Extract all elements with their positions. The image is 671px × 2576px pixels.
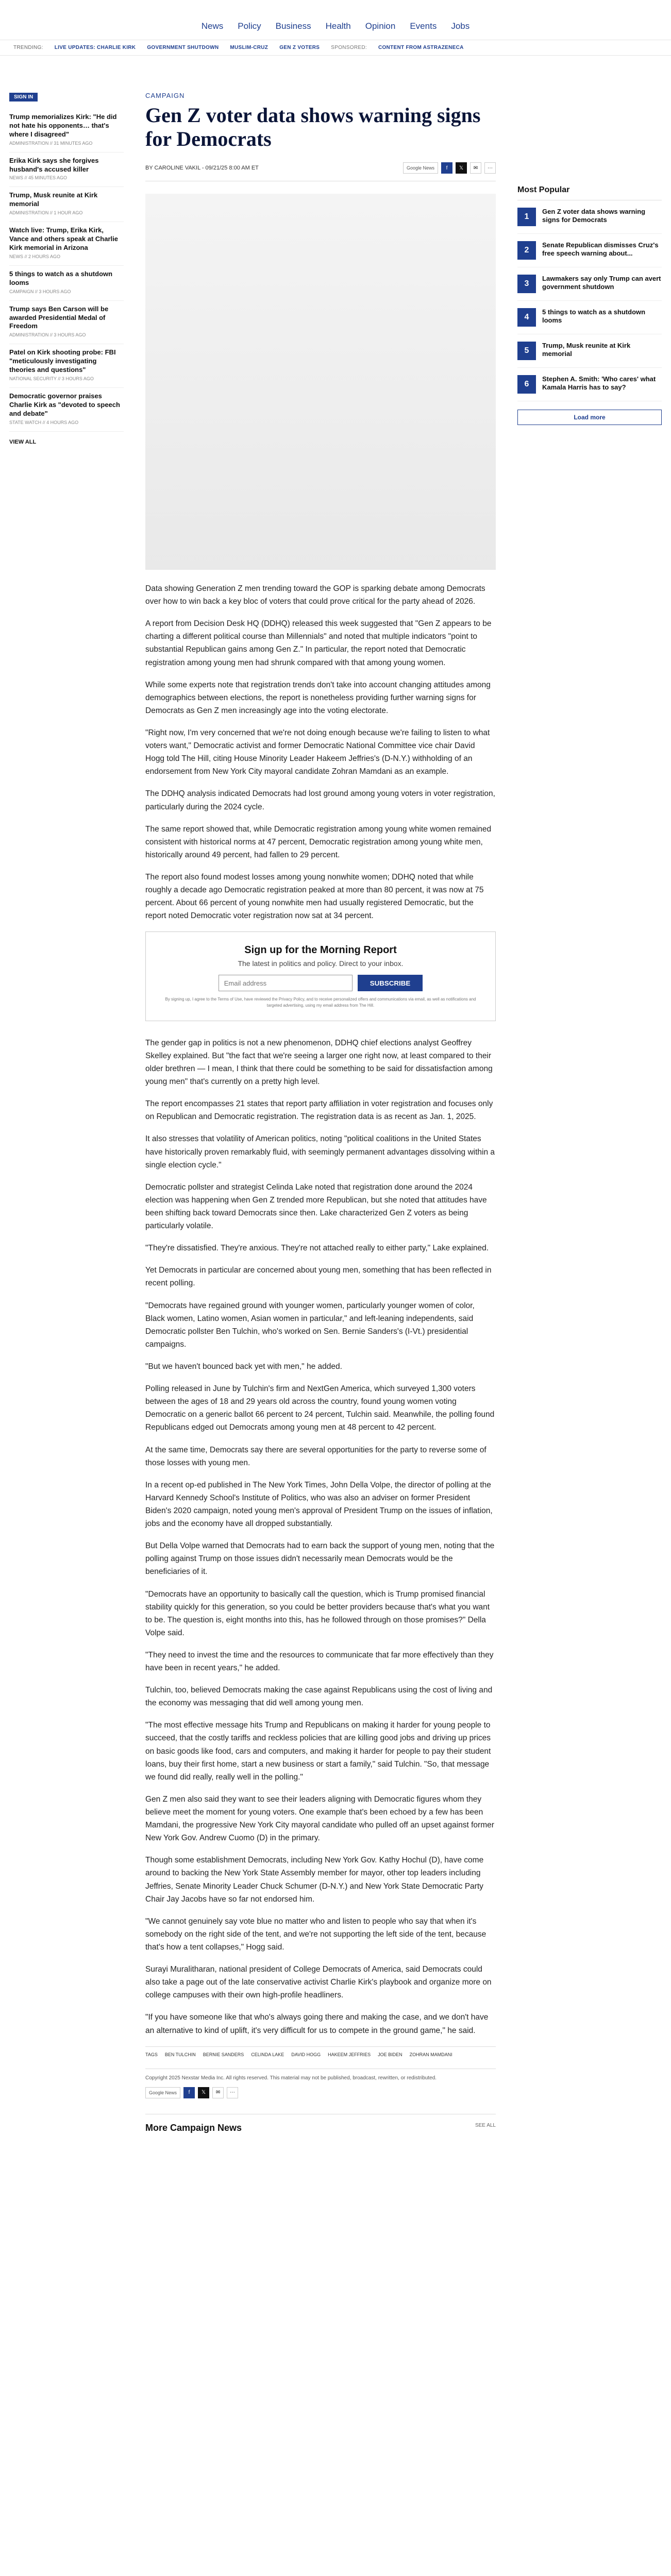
article-paragraph: "Right now, I'm very concerned that we're not doing enough because we're failing to listen to what voters want," Democratic activist and former Democratic National Committee vice chair David Hogg told The Hill, citing House Minority Leader Hakeem Jeffries's (D-N.Y.) withholding of an endorsement from New York City mayoral candidate Zohran Mamdani as an example. [145,728,490,776]
story-title[interactable]: Trump, Musk reunite at Kirk memorial [9,191,98,208]
newsletter-disclaimer: By signing up, I agree to the Terms of Use, have reviewed the Privacy Policy, and to receive personalized offers and communications via email, as well as notifications and targeted advertising, using my email address from The Hill. [165,997,476,1008]
article-paragraph: Surayi Muralitharan, national president of College Democrats of America, said Democrats could also take a page out of the late conservative activist Charlie Kirk's playbook and organize more on college campuses with their own high-profile headliners. [145,1965,492,2000]
tag-link[interactable]: HAKEEM JEFFRIES [328,2052,371,2057]
story-meta: ADMINISTRATION // 1 HOUR AGO [9,210,83,216]
story-title[interactable]: Patel on Kirk shooting probe: FBI "meticulously investigating theories and questions" [9,348,116,374]
copyright-notice: Copyright 2025 Nexstar Media Inc. All rights reserved. This material may not be published, broadcast, rewritten, or redistributed. [145,2069,496,2081]
popular-title[interactable]: Gen Z voter data shows warning signs for Democrats [542,208,646,224]
story-meta: ADMINISTRATION // 31 MINUTES AGO [9,140,93,146]
article-paragraph: Gen Z men also said they want to see their leaders aligning with Democratic figures whom they believe meet the moment for young voters. One example that's been echoed by a few has been Mamdani, the progressive New York City mayoral candidate who pulled off an upset against former New York Gov. Andrew Cuomo (D) in the primary. [145,1794,494,1843]
rank-number: 6 [517,375,536,394]
article-paragraph: The same report showed that, while Democratic registration among young white women remained consistent with historical norms at 47 percent, Democratic registration among young white men, historically around 49 percent, had fallen to 29 percent. [145,824,492,859]
article-paragraph: "Democrats have regained ground with younger women, particularly younger women of color, Black women, Latino women, Asian women in particular," and left-leaning independents, said Democratic pollster Ben Tulchin, who's worked on Sen. Bernie Sanders's (I-Vt.) presidential campaigns. [145,1301,475,1349]
story-title[interactable]: Erika Kirk says she forgives husband's accused killer [9,156,99,173]
x-icon[interactable]: 𝕏 [198,2087,209,2098]
more-news-title: More Campaign News [145,2122,242,2133]
story-meta: CAMPAIGN // 3 HOURS AGO [9,289,71,294]
trending-link[interactable]: GEN Z VOTERS [279,45,320,50]
rank-number: 2 [517,241,536,260]
article-paragraph: Polling released in June by Tulchin's firm and NextGen America, which surveyed 1,300 voters between the ages of 18 and 29 years old across the country, found young women voting Democratic on a generic ballot 66 percent to 24 percent, Tulchin said. Meanwhile, the polling found Republicans edged out Democrats among young men at 48 percent to 42 percent. [145,1384,495,1432]
share-buttons [403,162,496,174]
bottom-share-buttons [145,2087,496,2098]
article-paragraph: Tulchin, too, believed Democrats making the case against Republicans using the cost of living and the economy was messaging that did well among young men. [145,1686,493,1708]
facebook-icon[interactable]: f [441,162,452,174]
article-paragraph: In a recent op-ed published in The New York Times, John Della Volpe, the director of polling at the Harvard Kennedy School's Institute of Politics, who was also an adviser on former President Biden's 2020 campaign, noted young men's approval of President Trump on the issues of inflation, jobs and the economy have all dropped substantially. [145,1480,493,1529]
article-headline: Gen Z voter data shows warning signs for Democrats [145,104,481,150]
sign-in-button[interactable]: SIGN IN [9,93,38,101]
story-title[interactable]: 5 things to watch as a shutdown looms [9,269,113,286]
most-popular [517,185,662,425]
load-more-button[interactable]: Load more [517,410,662,425]
nav-jobs[interactable]: Jobs [451,21,470,31]
email-input[interactable] [219,975,353,991]
tags-label: TAGS [145,2052,158,2057]
popular-item[interactable] [517,368,662,401]
story-title[interactable]: Watch live: Trump, Erika Kirk, Vance and others speak at Charlie Kirk memorial in Arizona [9,226,118,252]
email-icon[interactable]: ✉ [470,162,481,174]
sidebar-story[interactable] [9,344,124,388]
article-paragraph: "They're dissatisfied. They're anxious. They're not attached really to either party," Lake explained. [145,1244,489,1253]
popular-title[interactable]: Lawmakers say only Trump can avert government shutdown [542,275,661,291]
article-paragraph: "The most effective message hits Trump and Republicans on making it harder for young people to succeed, that the costly tariffs and reckless policies that are killing good jobs and driving up prices on basic goods like food, cars and computers, and making it harder for people to pay their student loans, buy their first home, start a new business or start a family," said Tulchin. "So, that message we found did really, really well in the polling." [145,1721,491,1782]
popular-title[interactable]: 5 things to watch as a shutdown looms [542,308,646,325]
article-section[interactable]: CAMPAIGN [145,92,185,99]
sidebar-story[interactable] [9,266,124,301]
article-paragraph: Data showing Generation Z men trending toward the GOP is sparking debate among Democrats over how to win back a key bloc of voters that could prove critical for the party ahead of 2026. [145,584,485,606]
byline: BY CAROLINE VAKIL - 09/21/25 8:00 AM ET [145,165,259,171]
email-icon[interactable]: ✉ [212,2087,224,2098]
nav-news[interactable]: News [201,21,224,31]
rank-number: 3 [517,275,536,293]
view-all-link[interactable]: VIEW ALL [9,438,37,445]
most-popular-title: Most Popular [517,185,662,200]
article-paragraph: While some experts note that registration trends don't take into account changing attitudes among demographics between elections, the report is nonetheless providing further warning signs for Democrats as Gen Z men increasingly age into the voting electorate. [145,680,491,715]
trending-link[interactable]: MUSLIM-CRUZ [230,45,269,50]
tag-link[interactable]: JOE BIDEN [378,2052,402,2057]
sidebar-story[interactable] [9,388,124,432]
lead-image-area [145,194,496,570]
article-paragraph: "They need to invest the time and the resources to communicate that far more effectively than they have been in recent years," he added. [145,1650,494,1673]
sidebar-story[interactable] [9,152,124,188]
sidebar-story[interactable] [9,301,124,345]
popular-title[interactable]: Stephen A. Smith: 'Who cares' what Kamala Harris has to say? [542,375,656,392]
more-share-icon[interactable]: ⋯ [227,2087,238,2098]
x-icon[interactable]: 𝕏 [456,162,467,174]
article-paragraph: But Della Volpe warned that Democrats had to earn back the support of young men, noting that the polling against Trump on those issues didn't necessarily mean Democrats would be the beneficiaries of it. [145,1541,495,1577]
tag-link[interactable]: DAVID HOGG [291,2052,321,2057]
tag-link[interactable]: ZOHRAN MAMDANI [409,2052,452,2057]
article-paragraph: "We cannot genuinely say vote blue no matter who and listen to people who say that when it's somebody on the right side of the tent, and we're not supporting the left side of the tent, because that's how a tent collapses," Hogg said. [145,1917,487,1952]
story-title[interactable]: Democratic governor praises Charlie Kirk as "devoted to speech and debate" [9,392,120,417]
popular-title[interactable]: Senate Republican dismisses Cruz's free speech warning about... [542,241,659,258]
nav-opinion[interactable]: Opinion [365,21,396,31]
tags-list [145,2046,496,2057]
trending-link[interactable]: GOVERNMENT SHUTDOWN [147,45,219,50]
tag-link[interactable]: BEN TULCHIN [164,2052,196,2057]
sidebar-story[interactable] [9,222,124,266]
story-title[interactable]: Trump memorializes Kirk: "He did not hate his opponents… that's where I disagreed" [9,113,117,138]
article [145,92,496,2133]
rank-number: 4 [517,308,536,327]
popular-item[interactable] [517,301,662,334]
tag-link[interactable]: CELINDA LAKE [251,2052,284,2057]
tag-link[interactable]: BERNIE SANDERS [203,2052,244,2057]
more-share-icon[interactable]: ⋯ [484,162,496,174]
more-news-header [145,2114,496,2133]
newsletter-subtitle: The latest in politics and policy. Direct to your inbox. [238,959,404,968]
story-title[interactable]: Trump says Ben Carson will be awarded Presidential Medal of Freedom [9,304,109,330]
byline-row [145,162,496,181]
popular-item[interactable] [517,234,662,267]
top-navigation [0,0,671,40]
see-all-link[interactable]: SEE ALL [475,2122,496,2128]
article-paragraph: The report encompasses 21 states that report party affiliation in voter registration and focuses only on Republican and Democratic registration. The registration data is as recent as Jan. 1, 2025. [145,1099,493,1122]
newsletter-title: Sign up for the Morning Report [244,944,397,956]
latest-news-sidebar [9,92,124,445]
trending-link[interactable]: LIVE UPDATES: CHARLIE KIRK [54,45,136,50]
article-paragraph: Democratic pollster and strategist Celinda Lake noted that registration done around the 2024 election was happening when Gen Z trended more Republican, but she noted that attitudes have been shifting back toward Democrats since then. Lake characterized Gen Z voters as being particularly volatile. [145,1182,487,1231]
article-paragraph: The DDHQ analysis indicated Democrats had lost ground among young voters in voter registration, particularly during the 2024 cycle. [145,789,495,811]
story-meta: NEWS // 45 MINUTES AGO [9,175,68,181]
popular-item[interactable] [517,267,662,301]
rank-number: 1 [517,208,536,226]
story-meta: NEWS // 2 HOURS AGO [9,253,61,259]
story-meta: ADMINISTRATION // 3 HOURS AGO [9,332,86,338]
article-paragraph: The gender gap in politics is not a new phenomenon, DDHQ chief elections analyst Geoffrey Skelley explained. But "the fact that we're seeing a larger one right now, at least compared to their older brethren — I mean, I think that there could be something to be said for dissatisfaction among young men" that's currently on a pretty high level. [145,1038,493,1087]
article-paragraph: At the same time, Democrats say there are several opportunities for the party to reverse some of those losses with young men. [145,1445,487,1467]
sidebar-story[interactable] [9,187,124,222]
newsletter-signup [145,931,496,1021]
article-paragraph: The report also found modest losses among young nonwhite women; DDHQ noted that while roughly a decade ago Democratic registration peaked at more than 80 percent, it was now at 75 percent. About 66 percent of young nonwhite men had usually registered Democratic, but the report noted Democratic voter registration now sat at 34 percent. [145,872,484,921]
sponsored-link[interactable]: CONTENT FROM ASTRAZENECA [378,45,464,50]
article-paragraph: Yet Democrats in particular are concerned about young men, something that has been reflected in recent polling. [145,1266,492,1288]
story-meta: STATE WATCH // 4 HOURS AGO [9,419,79,425]
subscribe-button[interactable]: SUBSCRIBE [358,975,423,991]
facebook-icon[interactable]: f [183,2087,195,2098]
article-paragraph: "Democrats have an opportunity to basically call the question, which is Trump promised financial stability quickly for this generation, so you could be better providers because that's what you want to be. The question is, eight months into this, has he followed through on those promises?" Della Volpe said. [145,1589,490,1637]
google-news-button[interactable]: Google News [145,2087,180,2098]
popular-item[interactable] [517,334,662,368]
trending-bar [0,40,671,56]
nav-events[interactable]: Events [410,21,437,31]
nav-business[interactable]: Business [275,21,311,31]
nav-health[interactable]: Health [325,21,351,31]
google-news-button[interactable]: Google News [403,162,438,174]
article-paragraph: A report from Decision Desk HQ (DDHQ) released this week suggested that "Gen Z appears to be charting a different political course than Millennials" and noted that multiple indicators "point to substantial Republican gains among Gen Z." In particular, the report noted that Democratic registration among young men had shrunk compared with that among young women. [145,619,492,667]
story-meta: NATIONAL SECURITY // 3 HOURS AGO [9,376,94,382]
trending-label: TRENDING: [13,45,43,50]
article-paragraph: "If you have someone like that who's always going there and making the case, and we don't have an alternative to kind of uplift, it's very difficult for us to compete in the ground game," he said. [145,2013,489,2035]
sponsored-label: SPONSORED: [331,45,367,50]
sidebar-story[interactable] [9,109,124,152]
nav-policy[interactable]: Policy [238,21,261,31]
popular-title[interactable]: Trump, Musk reunite at Kirk memorial [542,342,631,358]
popular-item[interactable] [517,200,662,234]
article-paragraph: It also stresses that volatility of American politics, noting "political coalitions in the United States have historically proven remarkably fluid, with seemingly permanent advantages dissolving within a single election cycle." [145,1134,495,1170]
article-paragraph: "But we haven't bounced back yet with men," he added. [145,1362,342,1371]
article-paragraph: Though some establishment Democrats, including New York Gov. Kathy Hochul (D), have come around to backing the New York State Assembly member for mayor, other top leaders including Jeffries, Senate Minority Leader Chuck Schumer (D-N.Y.) and New York State Democratic Party Chair Jay Jacobs have so far not endorsed him. [145,1856,484,1904]
rank-number: 5 [517,342,536,360]
article-body [145,582,496,2037]
